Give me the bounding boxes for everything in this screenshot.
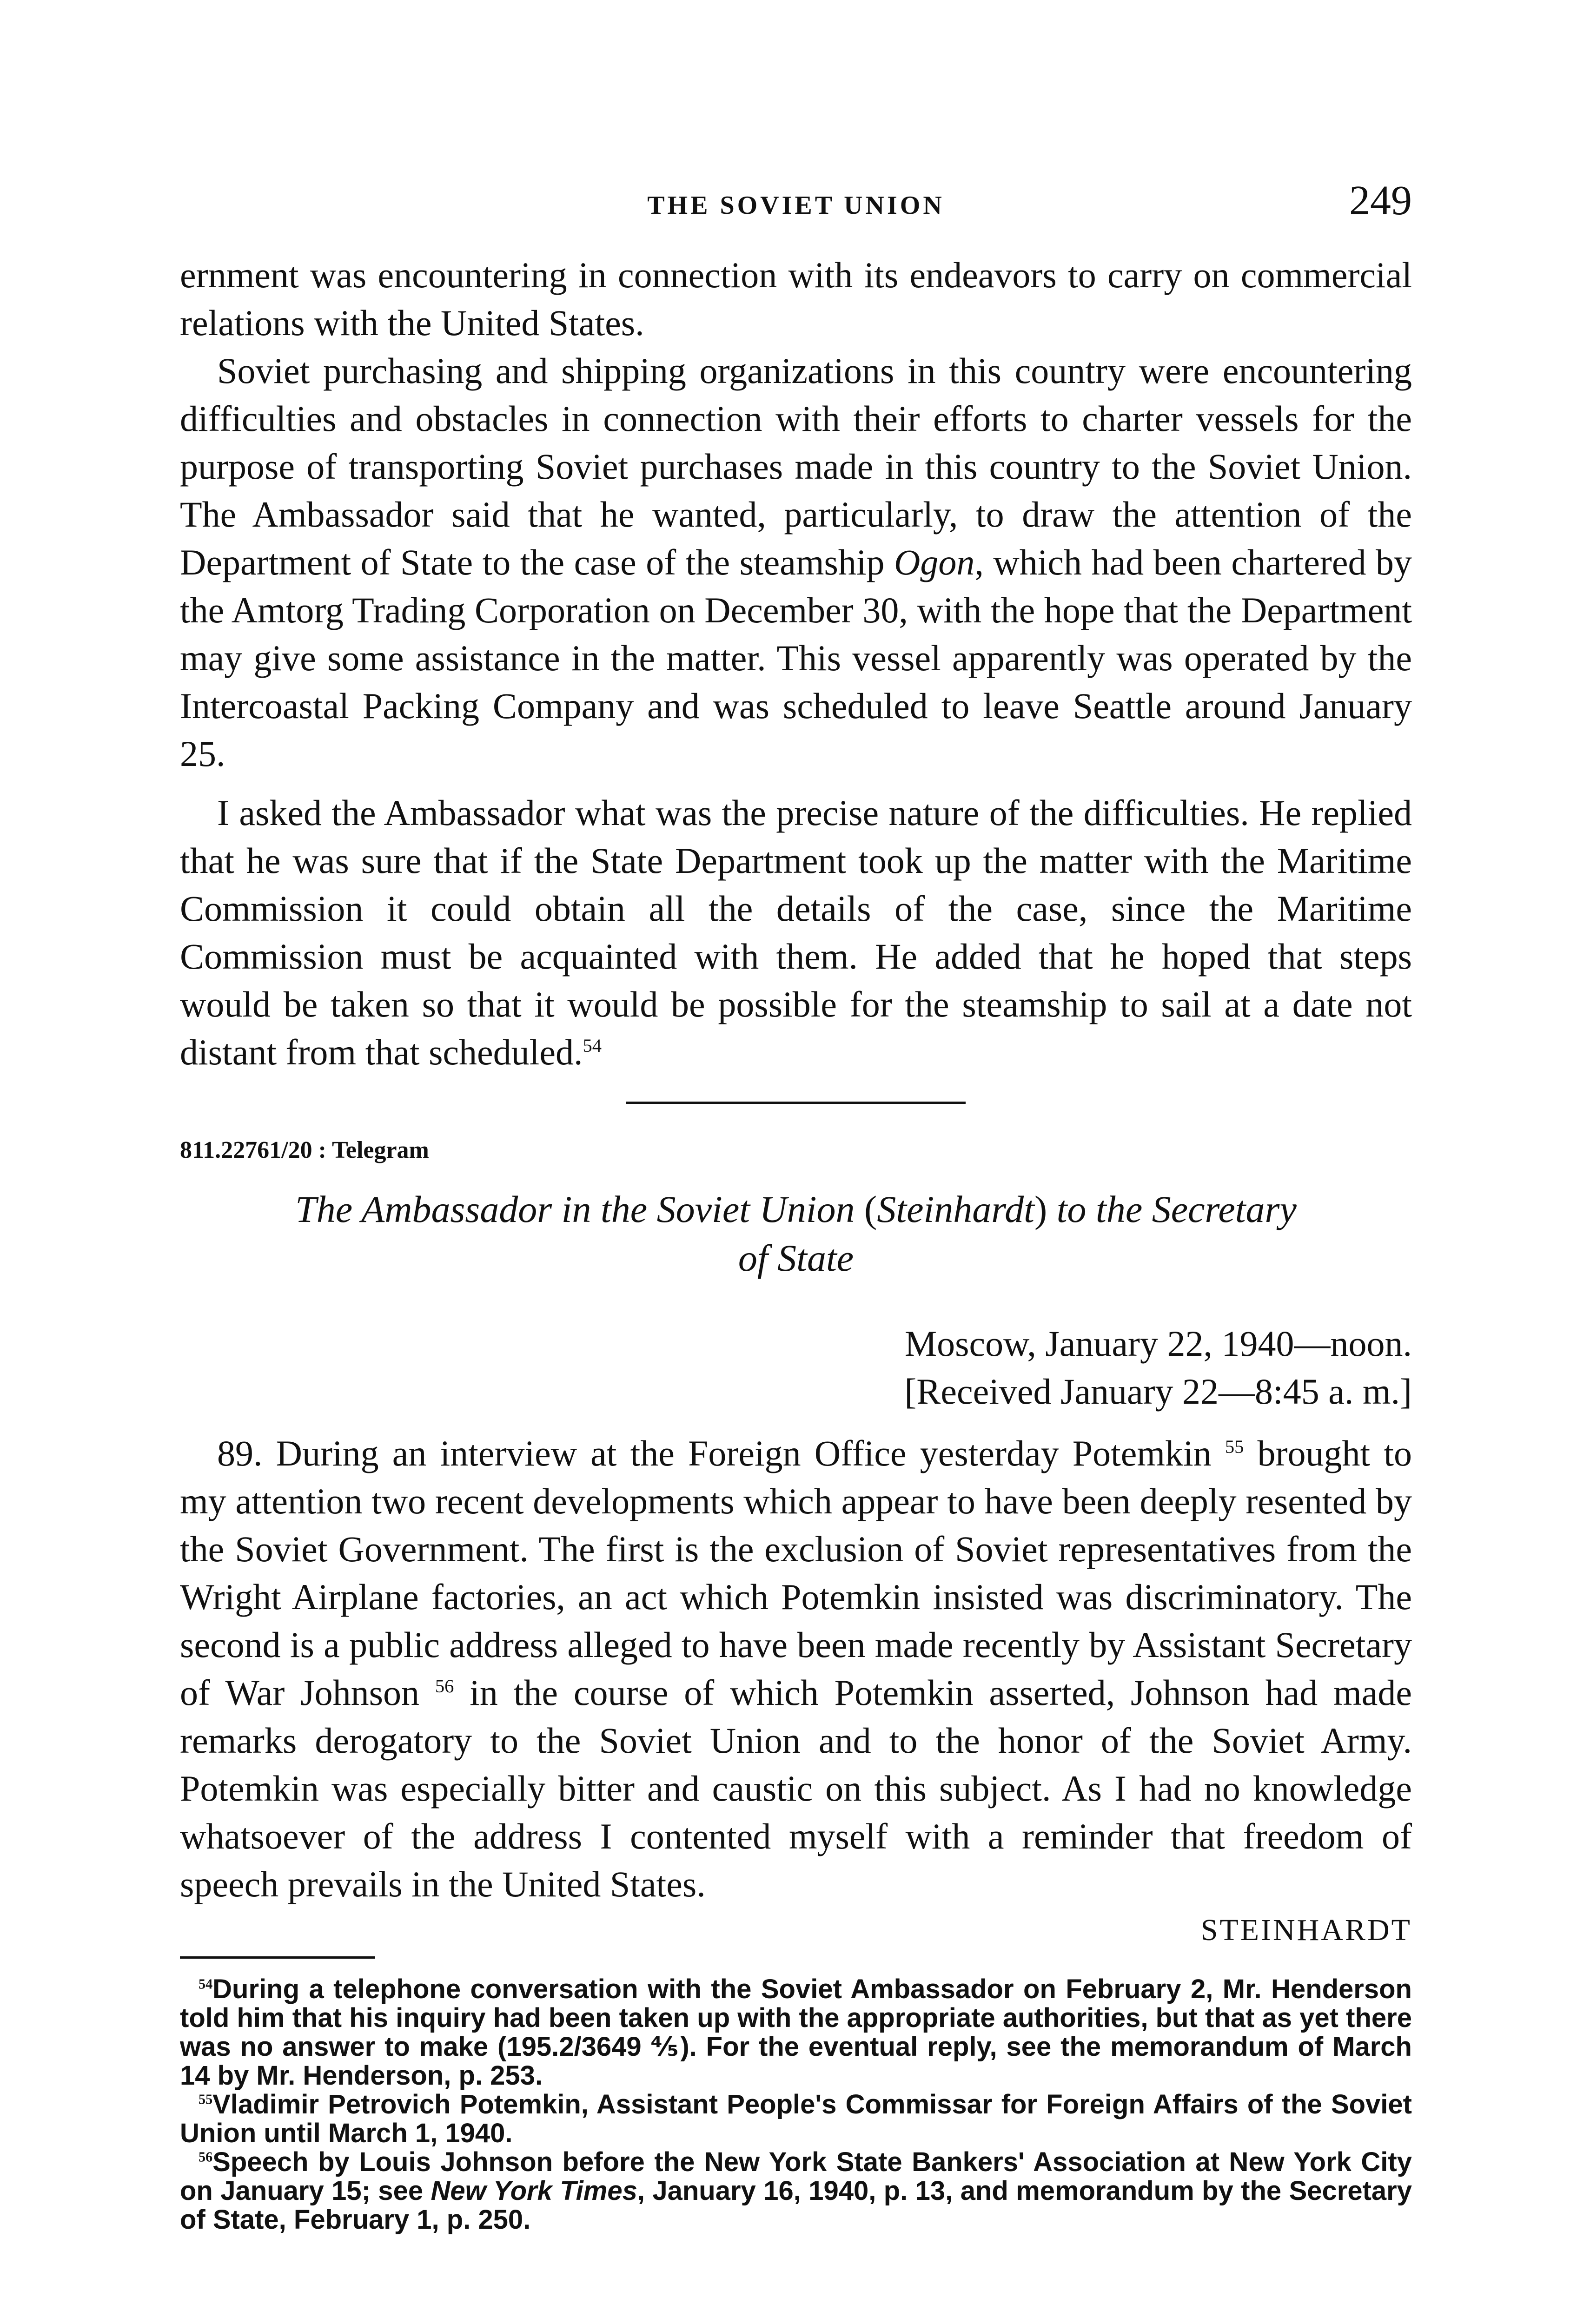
footnote-mark: 54 — [199, 1976, 213, 1992]
running-title: THE SOVIET UNION — [647, 191, 945, 220]
paragraph-shipping — [180, 347, 1412, 778]
paragraph-text: ernment was encountering in connection with its endeavors to carry on commercial relations with the United States. — [180, 255, 1412, 343]
paragraph-text: Soviet purchasing and shipping organizations in this country were encountering difficulties and obstacles in connection with their efforts to charter vessels for the purpose of transporting Soviet purchases made in this country to the Soviet Union. The Ambassador said that he wanted, particularly, to draw the attention of the Department of State to the case of the steamship — [180, 350, 1412, 582]
footnote-divider — [180, 1956, 375, 1959]
running-header — [180, 177, 1412, 223]
footnote-55 — [180, 2090, 1412, 2148]
title-paren-close: ) — [1034, 1188, 1047, 1230]
footnote-ref-55: 55 — [1225, 1436, 1244, 1457]
footnote-text: , January 16, 1940, p. 13, and memorandum by the Secretary of State, February 1, p. 250. — [180, 2176, 1412, 2235]
title-text-line2: of State — [738, 1237, 854, 1279]
page-number: 249 — [1349, 178, 1412, 224]
footnote-text: Vladimir Petrovich Potemkin, Assistant People's Commissar for Foreign Affairs of the Soviet Union until March 1, 1940. — [180, 2089, 1412, 2148]
section-divider — [626, 1102, 966, 1104]
dateline: Moscow, January 22, 1940—noon. — [904, 1323, 1412, 1364]
footnote-text: Speech by Louis Johnson before the New York State Bankers' Association at New York City on January 15; see — [180, 2147, 1412, 2206]
received-line: [Received January 22—8:45 a. m.] — [904, 1371, 1412, 1412]
footnote-54 — [180, 1975, 1412, 2090]
ship-name: Ogon — [894, 542, 975, 582]
paragraph-text: 89. During an interview at the Foreign Office yesterday Potemkin — [217, 1433, 1225, 1473]
newspaper-title: New York Times — [431, 2176, 637, 2206]
footnote-mark: 55 — [199, 2091, 213, 2107]
title-text: The Ambassador in the Soviet Union — [295, 1188, 864, 1230]
footnote-56 — [180, 2148, 1412, 2234]
footnote-mark: 56 — [199, 2149, 213, 2165]
file-reference: 811.22761/20 : Telegram — [180, 1137, 429, 1163]
footnote-ref-56: 56 — [435, 1676, 454, 1697]
document-title — [180, 1185, 1412, 1282]
paragraph-continuation — [180, 251, 1412, 347]
paragraph-text: , which had been chartered by the Amtorg Trading Corporation on December 30, with the hope that the Department may give some assistance in the matter. This vessel apparently was operated by the Intercoastal Packing Company and was scheduled to leave Seattle around January 25. — [180, 542, 1412, 774]
title-name: Steinhardt — [877, 1188, 1034, 1230]
title-paren-open: ( — [864, 1188, 877, 1230]
document-page — [180, 177, 1412, 2234]
paragraph-difficulties — [180, 789, 1412, 1076]
paragraph-text: brought to my attention two recent developments which appear to have been deeply resented by the Soviet Government. The first is the exclusion of Soviet representatives from the Wright Airplane factories, an act which Potemkin insisted was discriminatory. The second is a public address alleged to have been made recently by Assistant Secretary of War Johnson — [180, 1433, 1412, 1713]
telegram-body — [180, 1429, 1412, 1908]
footnote-text: During a telephone conversation with the Soviet Ambassador on February 2, Mr. Henderson told him that his inquiry had been taken up with the appropriate authorities, but that as yet there was no answer to make (195.2/3649 ⅘). For the eventual reply, see the memorandum of March 14 by Mr. Henderson, p. 253. — [180, 1974, 1412, 2091]
footnote-ref-54: 54 — [583, 1035, 602, 1056]
signature: STEINHARDT — [1200, 1913, 1412, 1947]
paragraph-text: I asked the Ambassador what was the precise nature of the difficulties. He replied that he was sure that if the State Department took up the matter with the Maritime Commission it could obtain all the details of the case, since the Maritime Commission must be acquainted with them. He added that he hoped that steps would be taken so that it would be possible for the steamship to sail at a date not distant from that scheduled. — [180, 792, 1412, 1072]
paragraph-text: in the course of which Potemkin asserted, Johnson had made remarks derogatory to the Soviet Union and to the honor of the Soviet Army. Potemkin was especially bitter and caustic on this subject. As I had no knowledge whatsoever of the address I contented myself with a reminder that freedom of speech prevails in the United States. — [180, 1672, 1412, 1904]
title-text: to the Secretary — [1047, 1188, 1297, 1230]
